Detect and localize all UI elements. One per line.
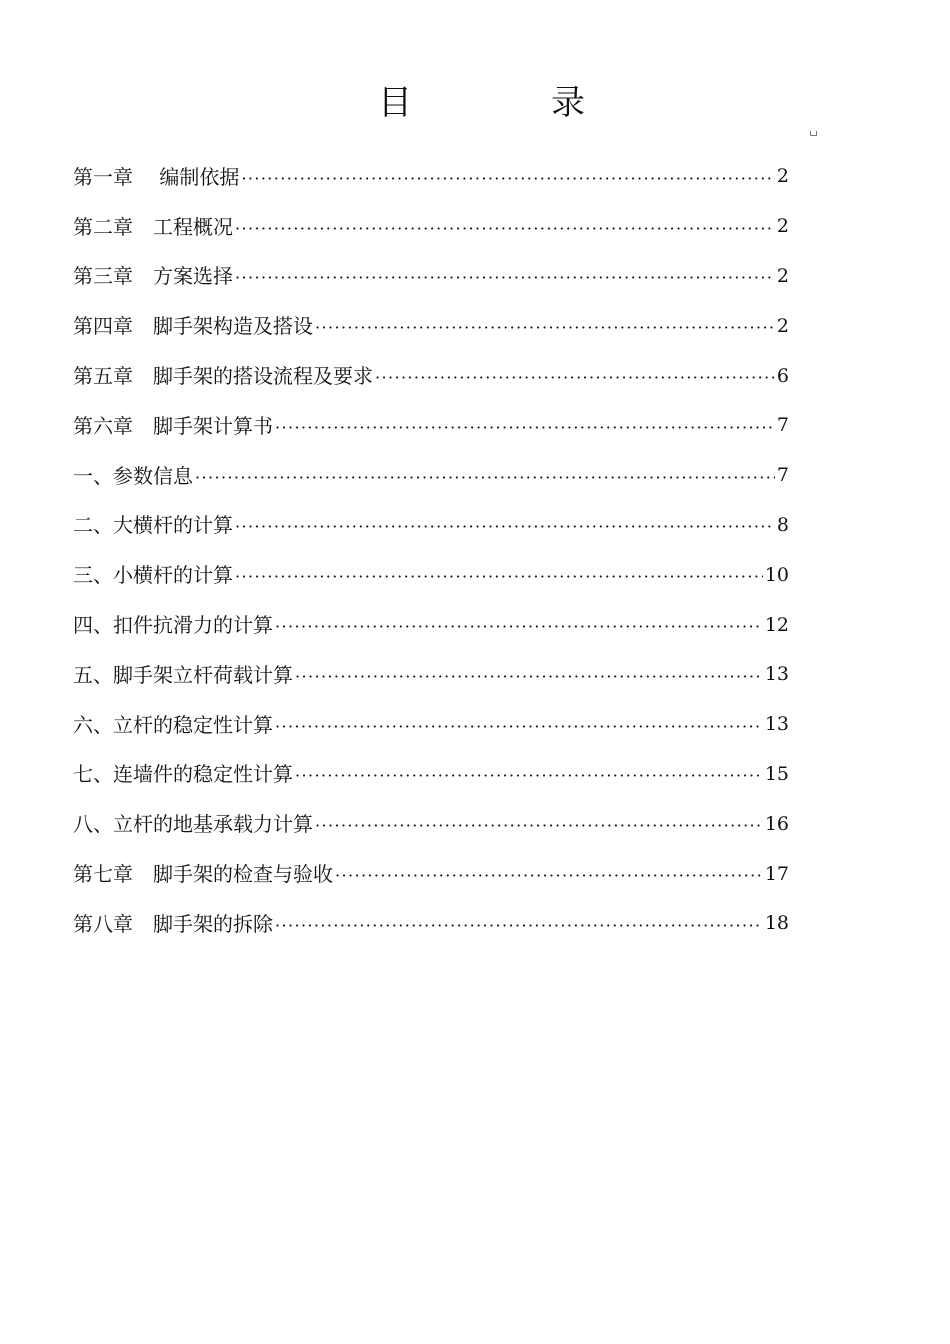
- toc-entry-label: 第八章 脚手架的拆除: [73, 911, 273, 936]
- toc-entry[interactable]: [73, 152, 789, 202]
- toc-entry-page: 2: [776, 314, 789, 337]
- toc-entry-page: 12: [764, 613, 789, 636]
- toc-entry-label: 第三章 方案选择: [73, 264, 233, 289]
- toc-leader-dots: [335, 864, 763, 884]
- toc-entry[interactable]: [73, 750, 789, 800]
- toc-entry[interactable]: [73, 501, 789, 551]
- toc-entry-page: 18: [764, 912, 789, 935]
- toc-entry-page: 13: [764, 713, 789, 736]
- toc-leader-dots: [315, 316, 775, 336]
- toc-leader-dots: [195, 466, 775, 486]
- toc-leader-dots: [235, 266, 775, 286]
- toc-entry-label: 四、扣件抗滑力的计算: [73, 613, 273, 638]
- toc-entry[interactable]: [73, 650, 789, 700]
- toc-entry[interactable]: [73, 401, 789, 451]
- toc-entry-page: 2: [776, 165, 789, 188]
- toc-entry-label: 第七章 脚手架的检查与验收: [73, 862, 333, 887]
- toc-leader-dots: [315, 814, 763, 834]
- toc-title-char-2: 录: [551, 83, 585, 123]
- toc-leader-dots: [235, 515, 775, 535]
- toc-entry[interactable]: [73, 202, 789, 252]
- toc-leader-dots: [275, 914, 763, 934]
- toc-entry-label: 第五章 脚手架的搭设流程及要求: [73, 364, 373, 389]
- toc-entry-page: 13: [764, 663, 789, 686]
- toc-entry[interactable]: [73, 849, 789, 899]
- toc-entry[interactable]: [73, 252, 789, 302]
- toc-entry-page: 15: [764, 762, 789, 785]
- toc-list: [73, 152, 789, 949]
- toc-entry-label: 第二章 工程概况: [73, 214, 233, 239]
- toc-entry-page: 2: [776, 264, 789, 287]
- toc-leader-dots: [235, 217, 775, 237]
- toc-title-char-1: 目: [378, 83, 412, 123]
- toc-entry-page: 6: [776, 364, 789, 387]
- toc-leader-dots: [375, 366, 775, 386]
- toc-entry-label: 二、大横杆的计算: [73, 513, 233, 538]
- toc-entry[interactable]: [73, 899, 789, 949]
- toc-entry-label: 三、小横杆的计算: [73, 563, 233, 588]
- toc-leader-dots: [295, 764, 763, 784]
- toc-leader-dots: [275, 615, 763, 635]
- toc-entry-label: 一、参数信息: [73, 463, 193, 488]
- toc-entry[interactable]: [73, 550, 789, 600]
- toc-leader-dots: [235, 565, 763, 585]
- toc-entry-label: 第一章 编制依据: [73, 164, 240, 189]
- toc-entry[interactable]: [73, 301, 789, 351]
- toc-entry-label: 五、脚手架立杆荷载计算: [73, 662, 293, 687]
- toc-leader-dots: [241, 167, 775, 187]
- toc-entry[interactable]: [73, 600, 789, 650]
- toc-entry-page: 10: [764, 563, 789, 586]
- toc-entry-page: 16: [764, 812, 789, 835]
- toc-entry[interactable]: [73, 451, 789, 501]
- toc-entry-page: 7: [776, 464, 789, 487]
- toc-entry[interactable]: [73, 351, 789, 401]
- toc-leader-dots: [275, 715, 763, 735]
- toc-entry-label: 第四章 脚手架构造及搭设: [73, 314, 313, 339]
- toc-entry-page: 17: [764, 862, 789, 885]
- toc-leader-dots: [295, 665, 763, 685]
- toc-entry-page: 2: [776, 215, 789, 238]
- toc-entry-label: 八、立杆的地基承载力计算: [73, 812, 313, 837]
- toc-entry-label: 六、立杆的稳定性计算: [73, 712, 273, 737]
- toc-leader-dots: [275, 416, 775, 436]
- toc-entry[interactable]: [73, 799, 789, 849]
- toc-entry[interactable]: [73, 700, 789, 750]
- toc-entry-page: 7: [776, 414, 789, 437]
- toc-entry-label: 第六章 脚手架计算书: [73, 413, 273, 438]
- toc-entry-page: 8: [776, 513, 789, 536]
- toc-entry-label: 七、连墙件的稳定性计算: [73, 762, 293, 787]
- corner-mark-icon: [810, 131, 817, 136]
